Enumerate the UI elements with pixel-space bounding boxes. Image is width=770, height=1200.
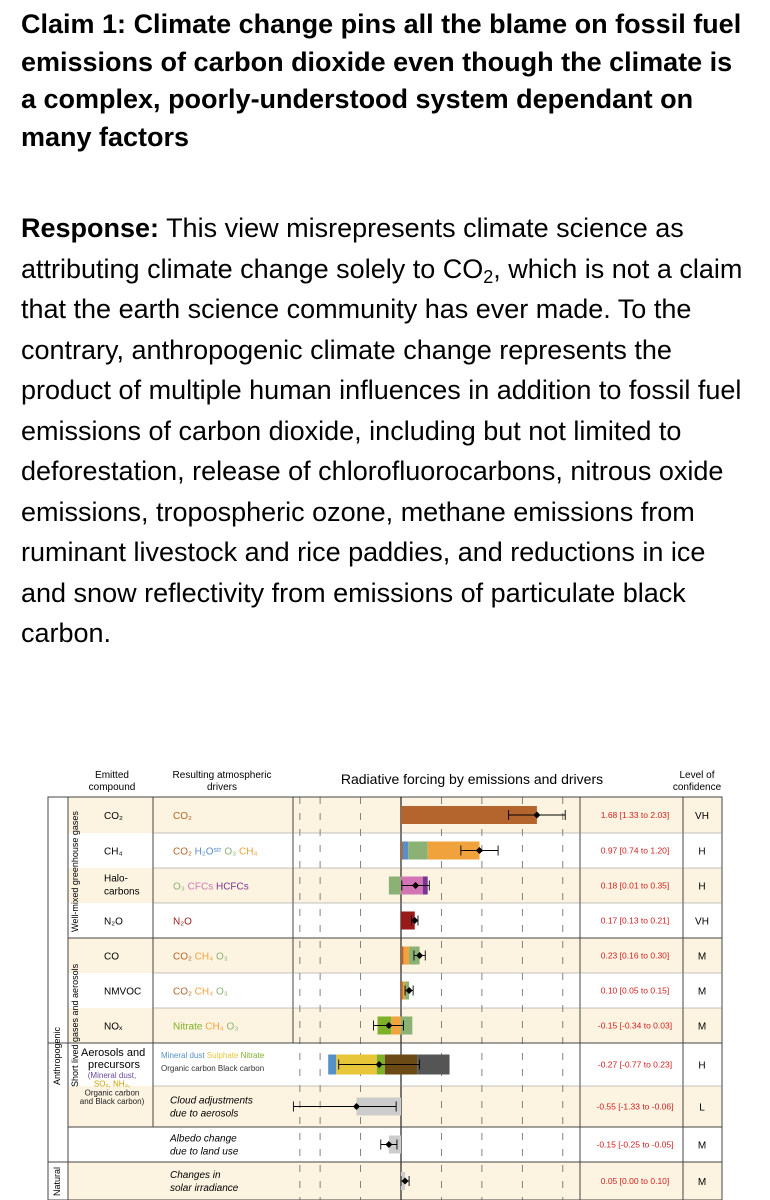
driver-part-0: CO₂ <box>173 986 192 998</box>
chart-title: Radiative forcing by emissions and drivers <box>340 771 604 787</box>
driver-part-1: CH₄ <box>202 1021 224 1033</box>
compound-sub-label: (Mineral dust, <box>87 1071 137 1080</box>
header-drivers-line: Resulting atmospheric <box>172 770 272 781</box>
radiative-forcing-chart <box>0 760 770 1200</box>
driver-label <box>173 811 192 822</box>
confidence-level: M <box>697 1021 707 1033</box>
header-compound-line: Emitted <box>95 770 129 781</box>
header-compound-line: compound <box>88 782 136 793</box>
driver-italic-line1: Cloud adjustments <box>170 1095 253 1107</box>
driver-part-1: H₂Oˢᵗʳ <box>191 846 222 858</box>
claim-heading <box>21 6 751 156</box>
compound-label-aerosols: Aerosols and <box>81 1047 146 1059</box>
driver-part-2: Nitrate <box>238 1051 265 1060</box>
claim-text: Climate change pins all the blame on fossil fuel emissions of carbon dioxide even though the climate is a complex, poorly-understood system dependant on many factors <box>21 9 742 152</box>
forcing-value: -0.27 [-0.77 to 0.23] <box>597 1059 673 1070</box>
confidence-level: M <box>697 1140 707 1152</box>
group-label-anthropogenic: Anthropogenic <box>52 1026 62 1085</box>
header-confidence <box>673 770 722 793</box>
driver-label-line1 <box>161 1051 265 1060</box>
response-paragraph <box>21 208 756 654</box>
driver-part-3: CH₄ <box>236 846 258 858</box>
confidence-level: M <box>697 951 707 963</box>
confidence-level: VH <box>695 811 709 822</box>
driver-label <box>173 847 258 858</box>
forcing-value: 0.17 [0.13 to 0.21] <box>600 915 670 926</box>
driver-part-2: HCFCs <box>213 881 249 893</box>
forcing-bar-o3 <box>408 842 427 860</box>
driver-label <box>173 917 192 928</box>
driver-label <box>173 952 228 963</box>
driver-part-1: Black carbon <box>215 1064 265 1073</box>
driver-italic-line2: solar irradiance <box>170 1183 239 1194</box>
response-label: Response: <box>21 213 160 243</box>
driver-part-0: Mineral dust <box>161 1051 205 1060</box>
group-label-wmghg: Well-mixed greenhouse gases <box>70 811 80 932</box>
forcing-value: 0.10 [0.05 to 0.15] <box>600 985 670 996</box>
compound-label: NOₓ <box>104 1021 123 1033</box>
compound-sub-label: and Black carbon) <box>79 1097 145 1107</box>
response-text-start: This view misrepresents climate science as attributing climate change solely to CO <box>21 213 684 284</box>
forcing-value: -0.55 [-1.33 to -0.06] <box>596 1101 674 1112</box>
driver-italic-line2: due to land use <box>170 1146 239 1158</box>
claim-label: Claim 1: <box>21 9 127 39</box>
header-confidence-line: Level of <box>679 770 715 781</box>
driver-label <box>173 987 228 998</box>
driver-part-0: CO₂ <box>173 846 192 858</box>
driver-part-2: O₃ <box>213 986 228 998</box>
compound-sub-label: Organic carbon <box>84 1088 140 1098</box>
forcing-value: 0.18 [0.01 to 0.35] <box>600 880 670 891</box>
response-text-end: , which is not a claim that the earth science community has ever made. To the contrary, anthropogenic climate change represents the product of multiple human influences in addition to fossil fuel emissions of carbon dioxide, including but not limited to deforestation, release of chlorofluorocarbons, nitrous oxide emissions, tropospheric ozone, methane emissions from ruminant livestock and rice paddies, and reductions in ice and snow reflectivity from emissions of particulate black carbon. <box>21 253 743 648</box>
compound-label: CO <box>104 951 119 963</box>
compound-label: N₂O <box>104 916 123 928</box>
forcing-value: 0.23 [0.16 to 0.30] <box>600 950 670 961</box>
confidence-level: VH <box>695 916 709 928</box>
forcing-bar-h2o <box>403 842 409 860</box>
header-confidence-line: confidence <box>672 782 722 793</box>
confidence-level: H <box>698 846 706 858</box>
driver-part-0: Organic carbon <box>161 1064 216 1073</box>
compound-sub-label: SO₂, NH₃, <box>93 1079 131 1089</box>
confidence-level: M <box>697 986 707 998</box>
confidence-level: L <box>699 1102 705 1114</box>
header-drivers <box>173 770 272 793</box>
forcing-bar-mineral-dust <box>328 1055 336 1075</box>
header-compound <box>89 770 136 793</box>
driver-part-0: O₃ <box>173 881 185 893</box>
driver-label-line2 <box>161 1064 264 1073</box>
driver-part-2: O₃ <box>213 951 228 963</box>
forcing-value: -0.15 [-0.34 to 0.03] <box>597 1020 673 1031</box>
driver-italic-line2: due to aerosols <box>170 1108 239 1120</box>
driver-part-1: CFCs <box>184 881 214 893</box>
driver-part-2: O₃ <box>223 1021 239 1033</box>
compound-label-precursors: precursors <box>88 1059 140 1071</box>
confidence-level: H <box>698 1060 706 1072</box>
driver-part-2: O₃ <box>221 846 237 858</box>
compound-label-halo: Halo- <box>104 873 128 885</box>
compound-label: carbons <box>104 886 140 898</box>
driver-part-1: Sulphate <box>204 1051 239 1060</box>
driver-label <box>173 882 249 893</box>
header-drivers-line: drivers <box>206 782 238 793</box>
compound-label: CH₄ <box>104 846 123 858</box>
compound-label: CO₂ <box>104 811 123 822</box>
driver-part-0: CO₂ <box>173 811 192 822</box>
driver-part-0: Nitrate <box>173 1021 203 1033</box>
compound-label: NMVOC <box>104 986 142 998</box>
driver-italic-line1: Albedo change <box>170 1133 237 1145</box>
driver-part-0: N₂O <box>173 916 192 928</box>
forcing-value: 1.68 [1.33 to 2.03] <box>600 810 670 820</box>
forcing-bar-ch4 <box>403 947 409 965</box>
driver-label <box>173 1022 238 1033</box>
forcing-value: 0.97 [0.74 to 1.20] <box>600 845 670 856</box>
confidence-level: H <box>698 881 706 893</box>
forcing-bar-co2 <box>401 947 403 965</box>
group-label-short-lived: Short lived gases and aerosols <box>70 963 80 1087</box>
forcing-bar-black-carbon <box>417 1055 449 1075</box>
co2-subscript: 2 <box>483 266 494 287</box>
confidence-level: M <box>697 1177 707 1188</box>
driver-part-1: CH₄ <box>191 951 214 963</box>
driver-italic-line1: Changes in <box>170 1170 221 1181</box>
forcing-value: 0.05 [0.00 to 0.10] <box>600 1176 670 1186</box>
forcing-bar-o3 <box>389 877 401 895</box>
forcing-value: -0.15 [-0.25 to -0.05] <box>596 1139 674 1150</box>
group-label-natural: Natural <box>52 1166 62 1196</box>
driver-part-0: CO₂ <box>173 951 192 963</box>
driver-part-1: CH₄ <box>191 986 214 998</box>
